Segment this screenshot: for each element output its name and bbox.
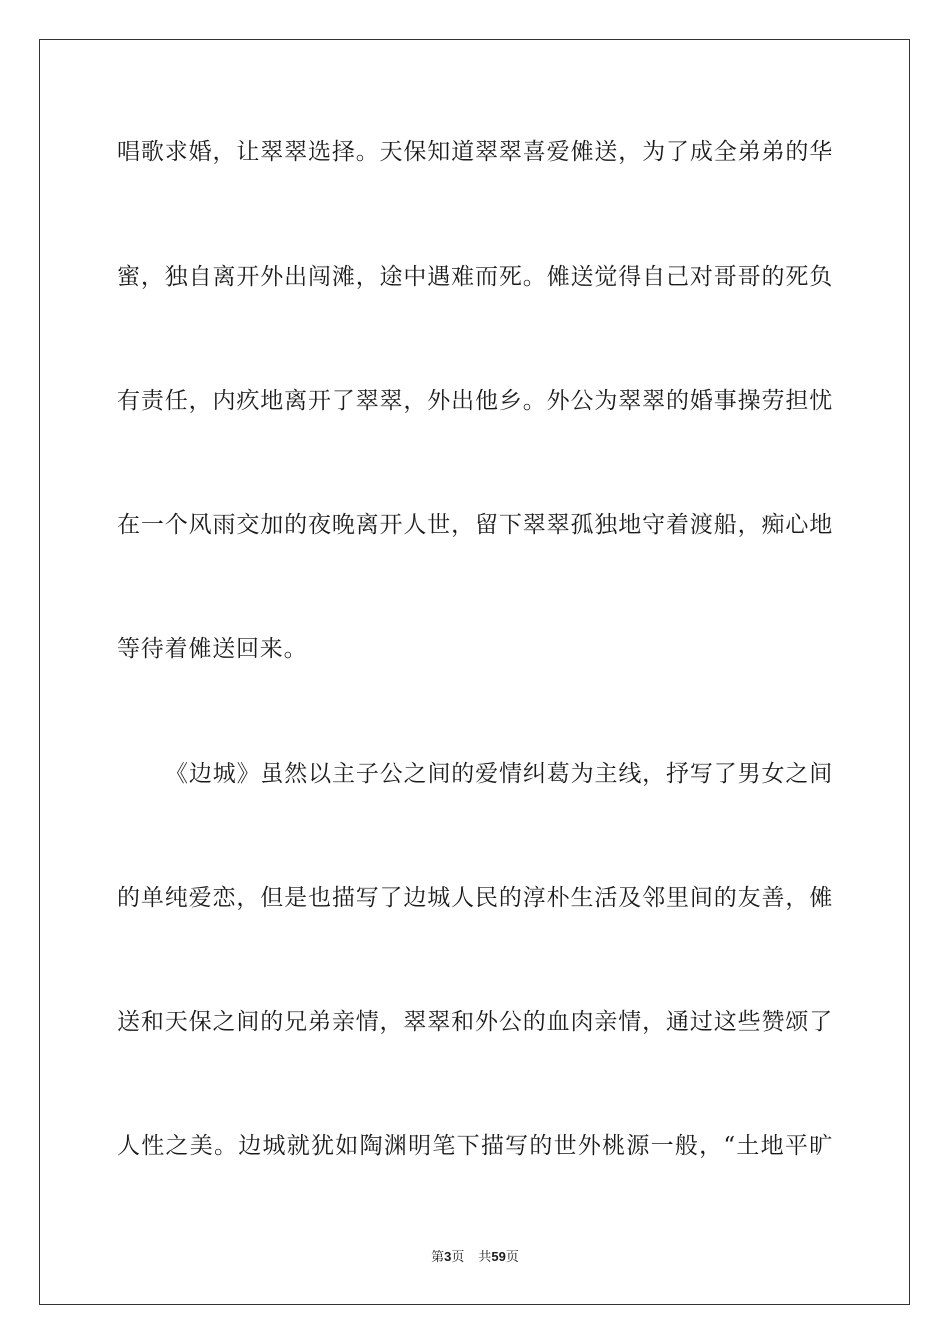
page-prefix: 第	[431, 1250, 445, 1265]
page-number: 3	[444, 1249, 452, 1264]
text-line: 等待着傩送回来。	[117, 636, 308, 662]
text-line: 唱歌求婚，让翠翠选择。天保知道翠翠喜爱傩送，为了成全弟弟的华	[117, 139, 833, 165]
text-line: 蜜，独自离开外出闯滩，途中遇难而死。傩送觉得自己对哥哥的死负	[117, 264, 833, 290]
text-line: 人性之美。边城就犹如陶渊明笔下描写的世外桃源一般，“土地平旷	[117, 1133, 833, 1159]
paragraph-first-line: 《边城》虽然以主子公之间的爱情纠葛为主线，抒写了男女之间	[165, 761, 833, 787]
text-line: 有责任，内疚地离开了翠翠，外出他乡。外公为翠翠的婚事操劳担忧	[117, 388, 833, 414]
page-suffix: 页	[451, 1250, 465, 1265]
text-line: 的单纯爱恋，但是也描写了边城人民的淳朴生活及邻里间的友善，傩	[117, 885, 833, 911]
total-suffix: 页	[505, 1250, 519, 1265]
page-footer	[0, 1249, 950, 1266]
total-pages: 59	[491, 1249, 506, 1264]
page-border	[39, 39, 910, 1305]
total-prefix: 共	[478, 1250, 492, 1265]
text-line: 在一个风雨交加的夜晚离开人世，留下翠翠孤独地守着渡船，痴心地	[117, 512, 833, 538]
text-line: 送和天保之间的兄弟亲情，翠翠和外公的血肉亲情，通过这些赞颂了	[117, 1009, 833, 1035]
